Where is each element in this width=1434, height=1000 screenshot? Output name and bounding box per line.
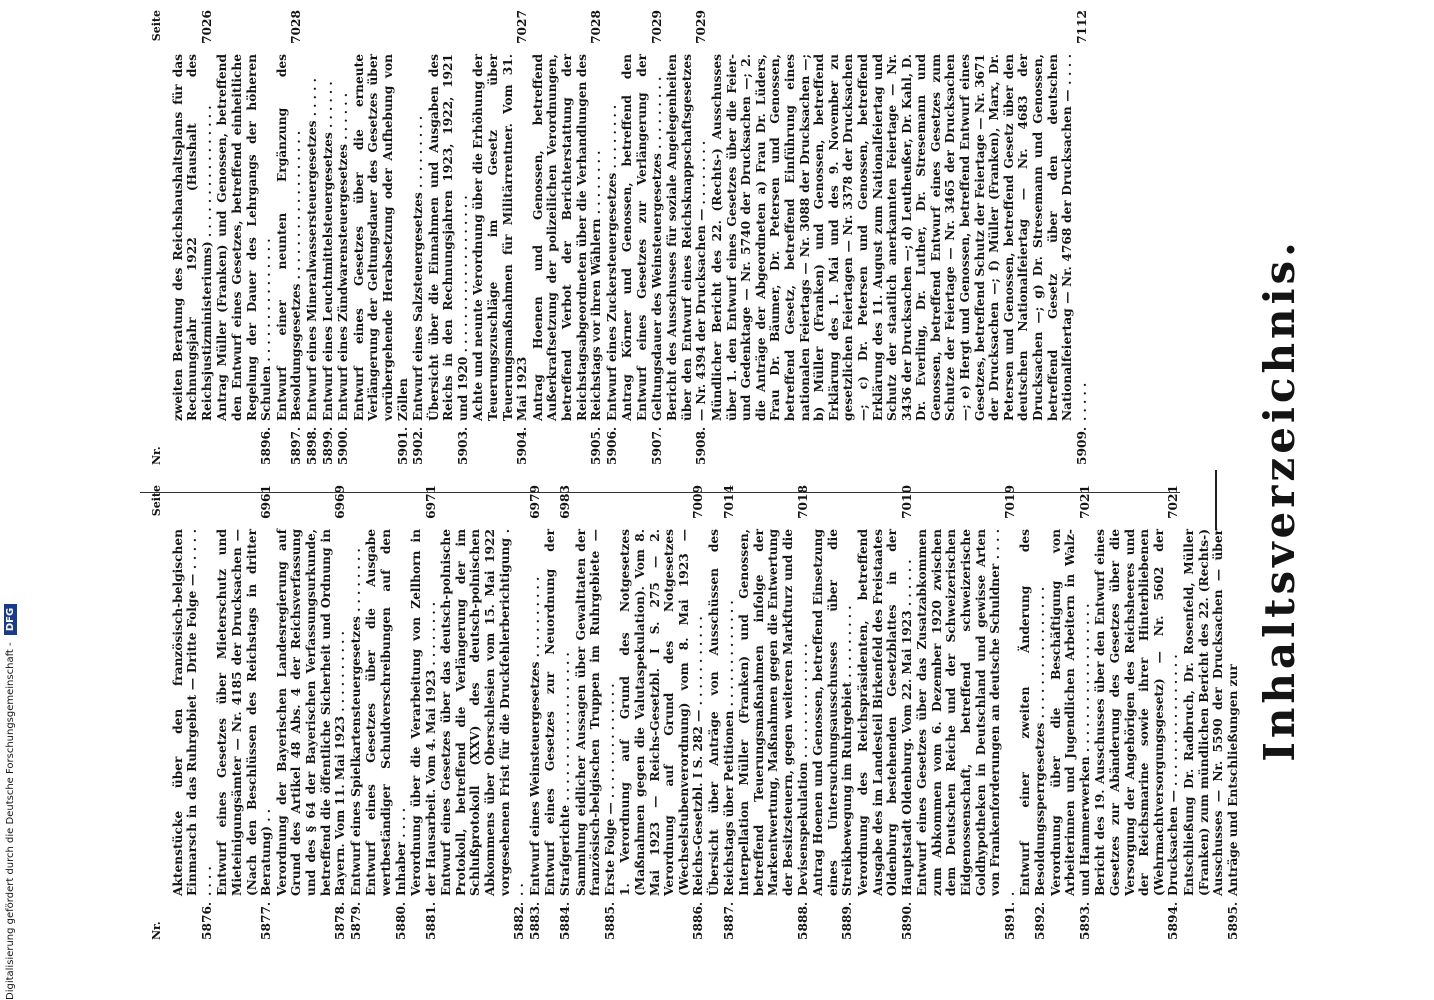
entry-text: zweiten Beratung des Reichshaushaltsplans für das Rechnungsjahr 1922 (Haushalt des Reichsjustizministeriums) . . . . . . . . . . . . . . . . bbox=[170, 54, 214, 421]
entry-number: 5893. bbox=[1077, 901, 1092, 940]
entry-number: 5882. bbox=[512, 901, 527, 940]
entry-text: Entwurf eines Weinsteuergesetzes . . . . . . . . . . bbox=[527, 576, 542, 896]
entry-page: 7029 bbox=[694, 10, 709, 44]
toc-entry bbox=[1182, 485, 1240, 940]
entry-page: 6979 bbox=[527, 485, 542, 519]
entry-number: 5886. bbox=[691, 901, 706, 940]
toc-entry bbox=[620, 10, 664, 465]
toc-entry bbox=[528, 485, 543, 940]
toc-entry bbox=[811, 485, 855, 940]
entry-number: 5885. bbox=[602, 901, 617, 940]
entry-page: 7019 bbox=[1002, 485, 1017, 519]
entry-text: Übersicht über die Einnahmen und Ausgaben des Reichs in den Rechnungsjahren 1923, 1922, 1921 und 1920 . . . . . . . . . . . . . . . . . . . bbox=[426, 54, 470, 421]
entry-text: Entwurf eines Zuckersteuergesetzes . . . . . . . . bbox=[604, 104, 619, 421]
left-entry-list bbox=[171, 485, 1241, 940]
entry-text: Mündlicher Bericht des 22. (Rechts-) Ausschusses über 1. den Entwurf eines Gesetzes über die Feier- und Gedenktage — Nr. 5740 der Drucksachen —; 2. die Anträge der Abgeordneten a) Frau Dr. Lüders, Frau Dr. Bäumer, Dr. Petersen und Genossen, betreffend Gesetz, betreffend Einführung eines nationalen Feiertags — Nr. 3088 der Drucksachen —; b) Müller (Franken) und Genossen, betreffend Erklärung des 1. Mai und des 9. November zu gesetzlichen Feiertagen — Nr. 3378 der Drucksachen —; c) Dr. Petersen und Genossen, betreffend Erklärung des 11. August zum Nationalfeiertag und Schutz der staatlich anerkannten Feiertage — Nr. 3436 der Drucksachen —; d) Leutheußer, Dr. Kahl, D. Dr. Everling, Dr. Luther, Dr. Stresemann und Genossen, betreffend Entwurf eines Gesetzes zum Schutze der Feiertage — Nr. 3465 der Drucksachen —; e) Hergt und Genossen, betreffend Entwurf eines Gesetzes, betreffend Schutz der Feiertage — Nr. 3671 der Drucksachen —; f) Müller (Franken), Marx, Dr. Petersen und Genossen, betreffend Gesetz über den deutschen Nationalfeiertag — Nr. 4683 der Drucksachen —; g) Dr. Stresemann und Genossen, betreffend Gesetz über den deutschen Nationalfeiertag — Nr. 4768 der Drucksachen — . . . . . . . . . bbox=[709, 54, 1089, 421]
toc-entry bbox=[856, 485, 914, 940]
toc-entry bbox=[275, 485, 348, 940]
toc-entry bbox=[707, 485, 736, 940]
toc-entry bbox=[171, 10, 215, 465]
entry-number: 5884. bbox=[558, 901, 573, 940]
toc-entry bbox=[321, 10, 336, 465]
entry-text: Achte und neunte Verordnung über die Erhöhung der Teuerungszuschläge im Gesetz über Teuerungsmaßnahmen für Militärrentner. Vom 31. Mai 1923 bbox=[471, 54, 530, 421]
entry-text: Entwurf eines Gesetzes zur Neuordnung der Strafgerichte . . . . . . . . . . . . . . . . . . bbox=[543, 529, 573, 896]
entry-number: 5890. bbox=[899, 901, 914, 940]
toc-entry bbox=[409, 485, 438, 940]
entry-text: Bericht des 19. Ausschusses über den Entwurf eines Gesetzes zur Abänderung des Gesetzes über die Versorgung der Angehörigen des Reichsheeres und der Reichsmarine sowie ihrer Hinterbliebenen (Wehrmachtversorgungsgesetz) — Nr. 5602 der Drucksachen — . . . . . . . . . . . . . . . . bbox=[1093, 529, 1181, 896]
entry-text: Entwurf eines Gesetzes über das Zusatzabkommen zum Abkommen vom 6. Dezember 1920 zwischen dem Deutschen Reiche und der Schweizerischen Eidgenossenschaft, betreffend schweizerische Goldhypotheken in Deutschland und gewisse Arten von Frankenforderungen an deutsche Schuldner . . . . . bbox=[915, 529, 1017, 896]
entry-number: 5880. bbox=[393, 901, 408, 940]
footer-text: Digitalisierung gefördert durch die Deutsche Forschungsgemeinschaft - bbox=[5, 642, 16, 1000]
page-title: Inhaltsverzeichnis. bbox=[1255, 238, 1304, 762]
seite-header: Seite bbox=[150, 10, 163, 42]
entry-number: 5878. bbox=[333, 901, 348, 940]
entry-text: Verordnung der Bayerischen Landesregierung auf Grund des Artikel 48 Abs. 4 der Reichsverfassung und des § 64 der Bayerischen Verfassungsurkunde, betreffend die öffentliche Sicherheit und Ordnung in Bayern. Vom 11. Mai 1923 . . . . . . . . . . bbox=[274, 529, 348, 896]
entry-text: Verordnung des Reichspräsidenten, betreffend Ausgabe des im Landesteil Birkenfeld des Freistaates Oldenburg bestehenden Gesetzblattes in der Hauptstadt Oldenburg. Vom 22. Mai 1923 . . . . . . bbox=[855, 529, 914, 896]
entry-page: 7014 bbox=[721, 485, 736, 519]
toc-entry bbox=[605, 10, 620, 465]
entry-page: 6971 bbox=[423, 485, 438, 519]
entry-number: 5877. bbox=[259, 901, 274, 940]
entry-text: Interpellation Müller (Franken) und Genossen, betreffend Teuerungsmaßnahmen infolge der Markentwertung, Maßnahmen gegen die Entwertung der Besitzsteuern, gegen weiteren Markfturz und die Devisenspekulation . . . . . . . . . . . . . . bbox=[737, 529, 810, 896]
entry-text: Antrag Hoenen und Genossen, betreffend Einsetzung eines Untersuchungsausschusses über die Streikbewegung im Ruhrgebiet . . . . . . . . . bbox=[811, 529, 855, 896]
toc-entry bbox=[618, 485, 706, 940]
entry-number: 5883. bbox=[527, 901, 542, 940]
footer-line bbox=[4, 0, 17, 1000]
right-entry-list bbox=[171, 10, 1090, 465]
entry-number: 5894. bbox=[1166, 901, 1181, 940]
entry-text: Entwurf eines Spielkartensteuergesetzes . . . . . . . . bbox=[348, 548, 363, 896]
entry-number: 5899. bbox=[320, 426, 335, 465]
entry-page: 6983 bbox=[558, 485, 573, 519]
entry-number: 5887. bbox=[721, 901, 736, 940]
entry-text: Entwurf eines Gesetzes über das deutsch-polnische Protokoll, betreffend die Verlängerung der im Schlußprotokoll (XXV) des deutsch-polnischen Abkommens über Oberschlesien vom 15. Mai 1922 vorgesehenen Frist für die Druckfehlerberichtigung . . . bbox=[439, 529, 527, 896]
entry-text: Entwurf eines Salzsteuergesetzes . . . . . . . . . bbox=[411, 115, 426, 421]
entry-number: 5902. bbox=[411, 426, 426, 465]
toc-entry bbox=[531, 10, 604, 465]
right-column bbox=[150, 10, 1170, 465]
toc-entry bbox=[665, 10, 709, 465]
entry-number: 5900. bbox=[336, 426, 351, 465]
entry-number: 5908. bbox=[694, 426, 709, 465]
left-column bbox=[150, 485, 1240, 940]
entry-text: Entwurf eines Leuchtmittelsteuergesetzes . . . . . . bbox=[320, 81, 335, 421]
toc-entry bbox=[305, 10, 320, 465]
entry-text: Bericht des Ausschusses für soziale Angelegenheiten über den Entwurf eines Reichsknappschaftsgesetzes — Nr. 4394 der Drucksachen — . . . . . . . . bbox=[665, 54, 709, 421]
entry-number: 5898. bbox=[304, 426, 319, 465]
entry-number: 5879. bbox=[348, 901, 363, 940]
column-divider bbox=[140, 492, 1180, 493]
entry-number: 5907. bbox=[649, 426, 664, 465]
entry-page: 7021 bbox=[1077, 485, 1092, 519]
toc-entry bbox=[574, 485, 618, 940]
entry-number: 5896. bbox=[259, 426, 274, 465]
entry-page: 7029 bbox=[649, 10, 664, 44]
entry-page: 6969 bbox=[333, 485, 348, 519]
entry-number: 5891. bbox=[1002, 901, 1017, 940]
entry-text: Sammlung eidlicher Aussagen über Gewalttaten der französisch-belgischen Truppen im Ruhrgebiete — Erste Folge — . . . . . . . . . . . . . . bbox=[573, 529, 617, 896]
nr-header: Nr. bbox=[150, 921, 163, 940]
toc-entry bbox=[364, 485, 408, 940]
entry-page: 7112 bbox=[1074, 10, 1089, 44]
entry-page: 7028 bbox=[289, 10, 304, 44]
entry-number: 5909. bbox=[1074, 426, 1089, 465]
right-column-header bbox=[150, 10, 165, 465]
entry-text: Entwurf eines Gesetzes über die erneute Verlängerung der Geltungsdauer des Gesetzes über vorübergehende Herabsetzung oder Aufhebung von Zöllen bbox=[351, 54, 410, 421]
entry-page: 7028 bbox=[589, 10, 604, 44]
entry-text: Verordnung über die Beschäftigung von Arbeiterinnen und Jugendlichen Arbeitern in Walz- und Hammerwerken . . . . . . . . . . . . . . . . . . bbox=[1048, 529, 1092, 896]
entry-number: 5897. bbox=[289, 426, 304, 465]
entry-text: Antrag Müller (Franken) und Genossen, betreffend den Entwurf eines Gesetzes, betreffend einheitliche Regelung der Dauer des Lehrgangs der höheren Schulen . . . . . . . . . . . . . . . bbox=[215, 54, 274, 421]
entry-text: Aktenstücke über den französisch-belgischen Einmarsch in das Ruhrgebiet — Dritte Folge — . . . . . . . . . bbox=[170, 529, 214, 896]
entry-page: 7027 bbox=[515, 10, 530, 44]
toc-entry bbox=[1049, 485, 1093, 940]
left-column-header bbox=[150, 485, 165, 940]
toc-entry bbox=[215, 10, 273, 465]
entry-text: Antrag Körner und Genossen, betreffend den Entwurf eines Gesetzes zur Verlängerung der Geltungsdauer des Weinsteuergesetzes . . . . . . . . . bbox=[620, 54, 664, 421]
entry-number: 5903. bbox=[455, 426, 470, 465]
toc-entry bbox=[1018, 485, 1047, 940]
entry-page: 7018 bbox=[795, 485, 810, 519]
entry-text: Entwurf einer zweiten Änderung des Besoldungssperrgesetzes . . . . . . . . . . . . . . . . bbox=[1018, 529, 1048, 896]
toc-entry bbox=[336, 10, 351, 465]
toc-entry bbox=[710, 10, 1089, 465]
toc-entry bbox=[427, 10, 471, 465]
toc-entry bbox=[915, 485, 1017, 940]
entry-text: Übersicht über Anträge von Ausschüssen des Reichstags über Petitionen . . . . . . . . . . . . . bbox=[706, 529, 736, 896]
entry-page: 7026 bbox=[199, 10, 214, 44]
entry-page: 6961 bbox=[259, 485, 274, 519]
entry-text: Entwurf eines Gesetzes über die Ausgabe wertbeständiger Schuldverschreibungen auf den Inhaber . . . . bbox=[364, 529, 408, 896]
entry-page: 7021 bbox=[1166, 485, 1181, 519]
entry-number: 5904. bbox=[515, 426, 530, 465]
toc-entry bbox=[275, 10, 304, 465]
entry-number: 5901. bbox=[395, 426, 410, 465]
entry-text: Entschließung Dr. Radbruch, Dr. Rosenfeld, Müller (Franken) zum mündlichen Bericht des 22. (Rechts-) Ausschusses — Nr. 5590 der Drucksachen — über Anträge und Entschließungen zur bbox=[1181, 529, 1240, 896]
footer-strip bbox=[4, 0, 24, 1000]
entry-page: 7009 bbox=[691, 485, 706, 519]
nr-header: Nr. bbox=[150, 446, 163, 465]
toc-entry bbox=[1093, 485, 1181, 940]
entry-number: 5905. bbox=[589, 426, 604, 465]
toc-entry bbox=[439, 485, 527, 940]
toc-entry bbox=[411, 10, 426, 465]
entry-text: Entwurf einer neunten Ergänzung des Besoldungsgesetzes . . . . . . . . . . . . . . . . . . bbox=[274, 54, 304, 421]
entry-text: Verordnung über die Verarbeitung von Zellhorn in der Hausarbeit. Vom 4. Mai 1923 . . . . . . . . bbox=[409, 529, 438, 896]
seite-header: Seite bbox=[150, 485, 163, 517]
entry-number: 5876. bbox=[199, 901, 214, 940]
toc-entry bbox=[349, 485, 364, 940]
entry-text: Entwurf eines Mineralwassersteuergesetzes . . . . . bbox=[304, 78, 319, 421]
entry-number: 5892. bbox=[1033, 901, 1048, 940]
toc-entry bbox=[737, 485, 810, 940]
entry-number: 5906. bbox=[604, 426, 619, 465]
toc-entry bbox=[171, 485, 215, 940]
toc-entry bbox=[215, 485, 273, 940]
entry-text: Antrag Hoenen und Genossen, betreffend Außerkraftsetzung der polizeilichen Verordnungen, betreffend Verbot der Berichterstattung der Reichstagsabgeordneten über die Verhandlungen des Reichstags vor ihren Wählern . . . . . . . . bbox=[530, 54, 604, 421]
toc-entry bbox=[352, 10, 410, 465]
entry-text: Entwurf eines Zündwarensteuergesetzes . . . . . . bbox=[336, 93, 351, 421]
entry-number: 5881. bbox=[423, 901, 438, 940]
toc-entry bbox=[471, 10, 529, 465]
entry-number: 5895. bbox=[1225, 901, 1240, 940]
entry-number: 5888. bbox=[795, 901, 810, 940]
entry-text: Entwurf eines Gesetzes über Mieterschutz und Mieteinigungsämter — Nr. 4185 der Drucksachen — (Nach den Beschlüssen des Reichstags in dritter Beratung) . . bbox=[215, 529, 274, 896]
toc-entry bbox=[543, 485, 572, 940]
entry-page: 7010 bbox=[899, 485, 914, 519]
entry-text: 1. Verordnung auf Grund des Notgesetzes (Maßnahmen gegen die Valutaspekulation). Vom 8. Mai 1923 — Reichs-Gesetzbl. I S. 275 — 2. Verordnung auf Grund des Notgesetzes (Wechselstubenverordnung) vom 8. Mai 1923 — Reichs-Gesetzbl. I S. 282 — . . . . . . . . . . . bbox=[618, 529, 706, 896]
dfg-logo: DFG bbox=[4, 604, 17, 635]
entry-number: 5889. bbox=[840, 901, 855, 940]
